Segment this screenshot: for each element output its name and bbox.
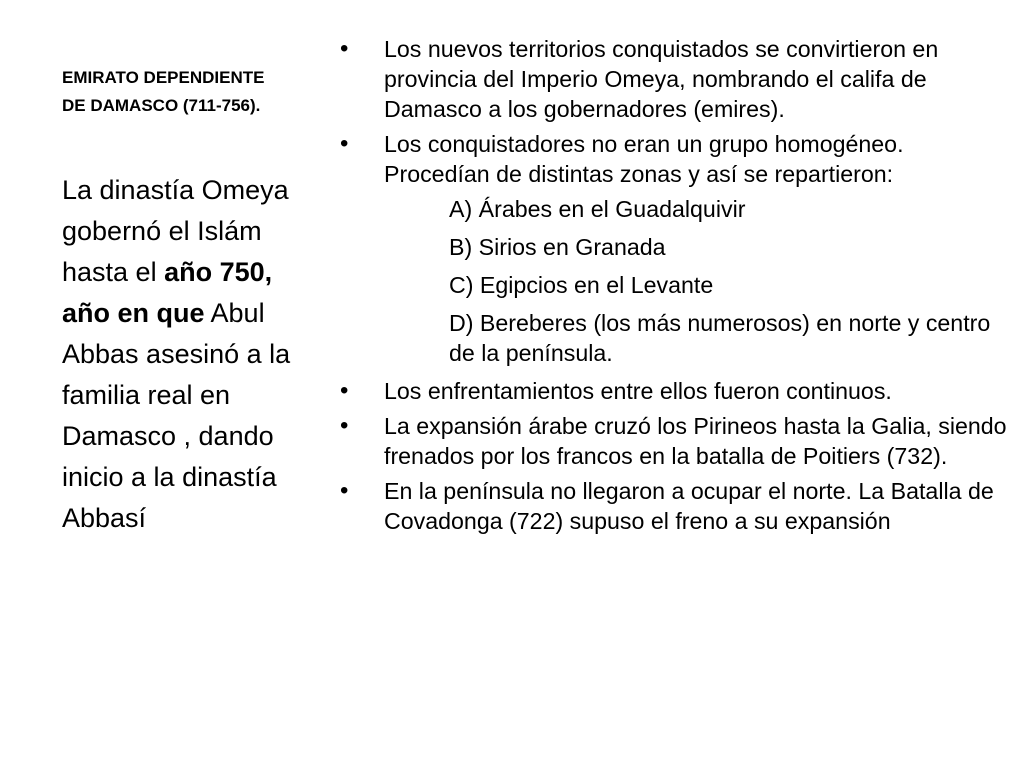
bullet-list <box>340 34 1008 541</box>
title-line-1: EMIRATO DEPENDIENTE <box>62 68 265 87</box>
left-text-part-1: La dinastía Omeya gobernó el Islám hasta el <box>62 175 289 287</box>
bullet-item: • La expansión árabe cruzó los Pirineos hasta la Galia, siendo frenados por los francos en la batalla de Poitiers (732). <box>340 411 1008 471</box>
bullet-item: • En la península no llegaron a ocupar el norte. La Batalla de Covadonga (722) supuso el freno a su expansión <box>340 476 1008 536</box>
left-text-bold: año 750, año en que <box>62 257 273 328</box>
left-text-part-2: Abul Abbas asesinó a la familia real en Damasco , dando inicio a la dinastía Abbasí <box>62 298 291 533</box>
title-line-2: DE DAMASCO (711-756). <box>62 96 261 115</box>
bullet-item: • Los conquistadores no eran un grupo homogéneo. Procedían de distintas zonas y así se repartieron: <box>340 129 1008 189</box>
bullet-item: • Los enfrentamientos entre ellos fueron continuos. <box>340 376 1008 406</box>
sub-item: A) Árabes en el Guadalquivir <box>449 196 746 222</box>
sub-item: B) Sirios en Granada <box>449 234 666 260</box>
bullet-item: • Los nuevos territorios conquistados se convirtieron en provincia del Imperio Omeya, nombrando el califa de Damasco a los gobernadores (emires). <box>340 34 1008 124</box>
left-paragraph <box>62 170 324 539</box>
sub-item: D) Bereberes (los más numerosos) en norte y centro de la península. <box>449 310 991 366</box>
sub-item: C) Egipcios en el Levante <box>449 272 714 298</box>
slide-title <box>62 64 332 120</box>
